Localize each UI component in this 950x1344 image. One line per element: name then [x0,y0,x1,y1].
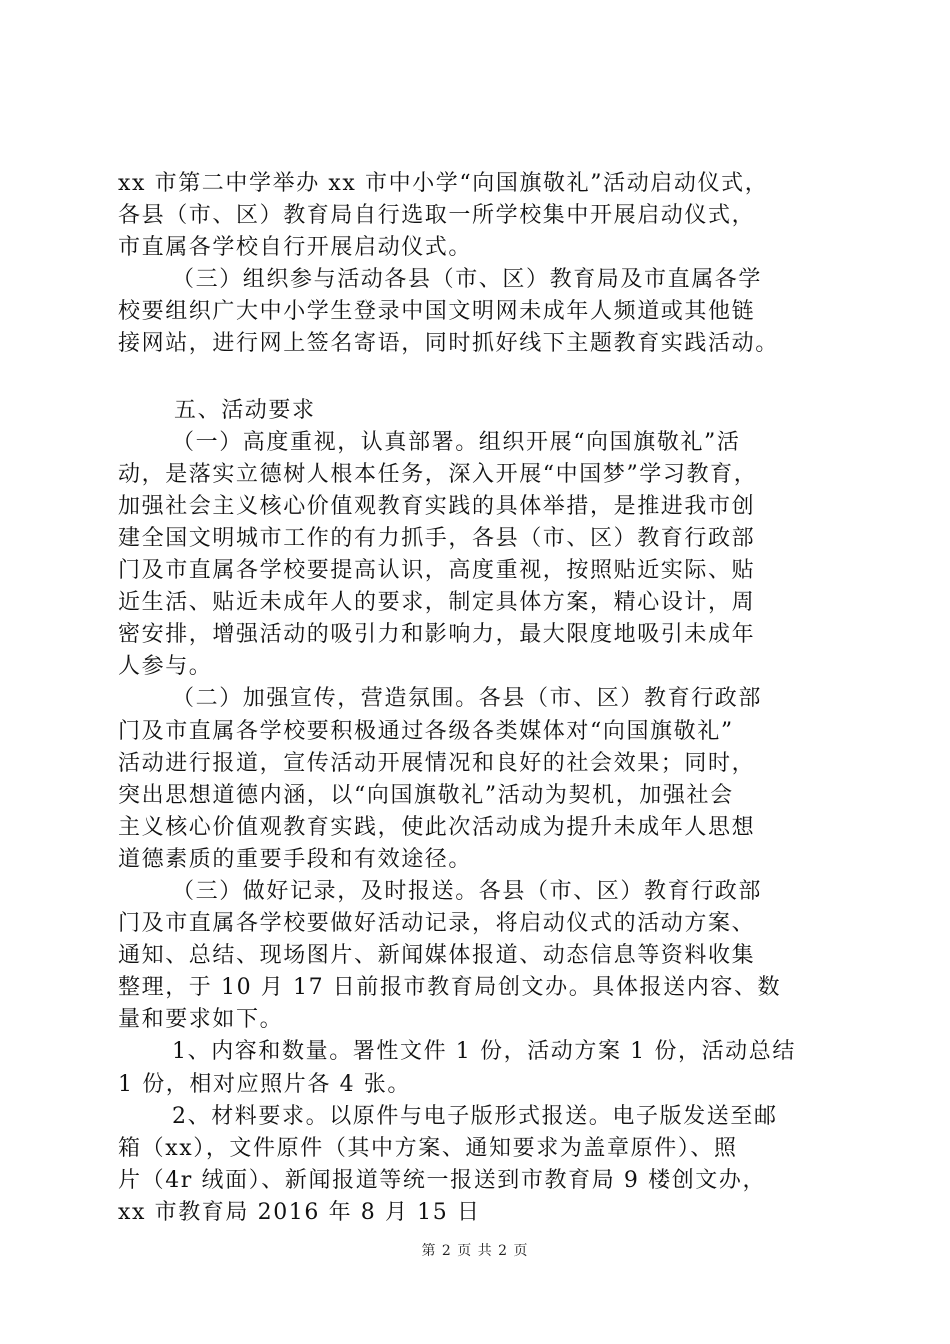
text-line: 门及市直属各学校要做好活动记录，将启动仪式的活动方案、 [118,911,756,937]
text-line: 片（4r 绒面）、新闻报道等统一报送到市教育局 9 楼创文办， [118,1167,767,1193]
page-number-label: 第 2 页 共 2 页 [421,1243,529,1259]
text-line: 箱（xx），文件原件（其中方案、通知要求为盖章原件）、照 [118,1135,738,1161]
text-line: 1 份，相对应照片各 4 张。 [118,1071,411,1097]
text-line: 动，是落实立德树人根本任务，深入开展“中国梦”学习教育， [118,461,758,487]
text-line: 门及市直属各学校要提高认识，高度重视，按照贴近实际、贴 [118,558,756,584]
text-line: 密安排，增强活动的吸引力和影响力，最大限度地吸引未成年 [118,622,756,648]
text-line: xx 市教育局 2016 年 8 月 15 日 [118,1199,481,1225]
text-line: 市直属各学校自行开展启动仪式。 [118,235,473,261]
text-line: 主义核心价值观教育实践，使此次活动成为提升未成年人思想 [118,814,756,840]
text-line: 2、材料要求。以原件与电子版形式报送。电子版发送至邮 [172,1103,778,1129]
text-line: 通知、总结、现场图片、新闻媒体报道、动态信息等资料收集 [118,943,756,969]
page-footer [0,1241,950,1261]
section-heading: 五、活动要求 [174,397,316,423]
document-body [118,168,842,1229]
text-line: 接网站，进行网上签名寄语，同时抓好线下主题教育实践活动。 [118,331,779,357]
text-line: （三）做好记录，及时报送。各县（市、区）教育行政部 [172,878,763,904]
text-line: 人参与。 [118,654,213,680]
text-line: 校要组织广大中小学生登录中国文明网未成年人频道或其他链 [118,299,756,325]
text-line: 加强社会主义核心价值观教育实践的具体举措，是推进我市创 [118,493,756,519]
text-line: 1、内容和数量。署性文件 1 份，活动方案 1 份，活动总结 [172,1039,796,1065]
text-line: 各县（市、区）教育局自行选取一所学校集中开展启动仪式， [118,203,756,229]
text-line: （二）加强宣传，营造氛围。各县（市、区）教育行政部 [172,686,763,712]
text-line: 道德素质的重要手段和有效途径。 [118,846,473,872]
paragraph-group-2 [118,395,842,1229]
text-line: 门及市直属各学校要积极通过各级各类媒体对“向国旗敬礼” [118,718,734,744]
text-line: （三）组织参与活动各县（市、区）教育局及市直属各学 [172,267,763,293]
text-line: 近生活、贴近未成年人的要求，制定具体方案，精心设计，周 [118,590,756,616]
text-line: 量和要求如下。 [118,1007,284,1033]
text-line: （一）高度重视，认真部署。组织开展“向国旗敬礼”活 [172,429,741,455]
text-line: 活动进行报道，宣传活动开展情况和良好的社会效果；同时， [118,750,756,776]
paragraph-gap [118,361,842,395]
text-line: 整理，于 10 月 17 日前报市教育局创文办。具体报送内容、数 [118,975,782,1001]
text-line: 建全国文明城市工作的有力抓手，各县（市、区）教育行政部 [118,525,756,551]
text-line: xx 市第二中学举办 xx 市中小学“向国旗敬礼”活动启动仪式， [118,171,769,196]
paragraph-group-1 [118,168,842,361]
text-line: 突出思想道德内涵，以“向国旗敬礼”活动为契机，加强社会 [118,782,734,808]
